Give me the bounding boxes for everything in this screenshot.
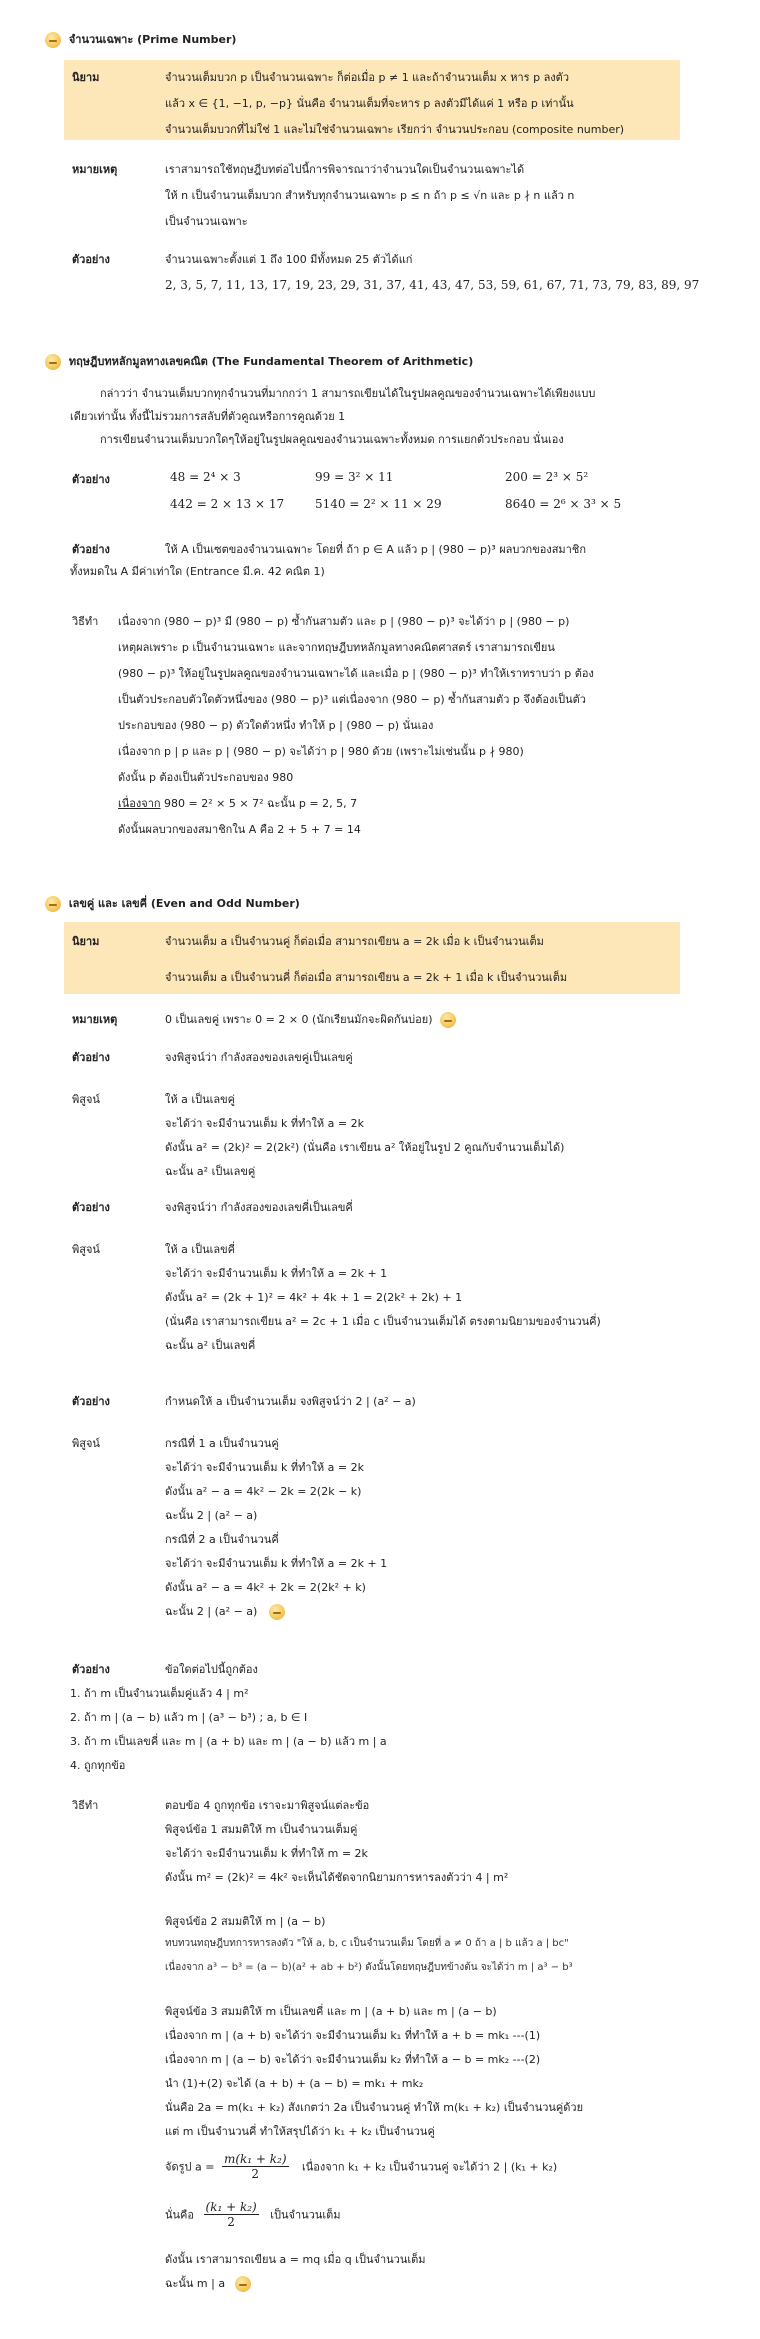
proof-line: ดังนั้น a² = (2k)² = 2(2k²) (นั่นคือ เราเขียน a² ให้อยู่ในรูป 2 คูณกับจำนวนเต็มได้) xyxy=(165,1141,565,1154)
solution-line: แต่ m เป็นจำนวนคี่ ทำให้สรุปได้ว่า k₁ + k₂ เป็นจำนวนคู่ xyxy=(165,2125,435,2138)
definition-line: จำนวนเต็มบวกที่ไม่ใช่ 1 และไม่ใช่จำนวนเฉพาะ เรียกว่า จำนวนประกอบ (composite number) xyxy=(165,123,625,136)
solution-line: เหตุผลเพราะ p เป็นจำนวนเฉพาะ และจากทฤษฎีบทหลักมูลทางคณิตศาสตร์ เราสามารถเขียน xyxy=(118,641,555,654)
solution-line: ดังนั้น เราสามารถเขียน a = mq เมื่อ q เป็นจำนวนเต็ม xyxy=(165,2253,426,2266)
proof-line: ดังนั้น a² − a = 4k² + 2k = 2(2k² + k) xyxy=(165,1581,366,1594)
smiley-emoticon-icon xyxy=(269,1604,285,1620)
solution-line: เนื่องจาก m | (a + b) จะได้ว่า จะมีจำนวนเต็ม k₁ ที่ทำให้ a + b = mk₁ ---(1) xyxy=(165,2029,541,2042)
fraction-denominator: 2 xyxy=(227,2215,235,2229)
solution-line: พิสูจน์ข้อ 1 สมมติให้ m เป็นจำนวนเต็มคู่ xyxy=(165,1823,358,1836)
fraction-numerator: (k₁ + k₂) xyxy=(205,2200,257,2214)
equation-text: เป็นจำนวนเต็ม xyxy=(270,2208,341,2222)
fraction-denominator: 2 xyxy=(251,2167,260,2181)
smiley-emoticon-icon xyxy=(45,32,61,48)
heading-text: จำนวนเฉพาะ (Prime Number) xyxy=(68,33,237,46)
solution-line: ดังนั้นผลบวกของสมาชิกใน A คือ 2 + 5 + 7 = 14 xyxy=(118,823,361,836)
smiley-emoticon-icon xyxy=(45,896,61,912)
solution-label: วิธีทำ xyxy=(72,615,99,628)
solution-line: (980 − p)³ ให้อยู่ในรูปผลคูณของจำนวนเฉพาะได้ และเมื่อ p | (980 − p)³ ทำให้เราทราบว่า p ต้อง xyxy=(118,667,594,680)
proof-label: พิสูจน์ xyxy=(72,1093,100,1106)
factorization: 442 = 2 × 13 × 17 xyxy=(170,497,285,511)
proof-label: พิสูจน์ xyxy=(72,1437,100,1450)
factorization: 200 = 2³ × 5² xyxy=(505,470,589,484)
example-label: ตัวอย่าง xyxy=(72,253,110,266)
solution-line: ทบทวนทฤษฎีบทการหารลงตัว "ให้ a, b, c เป็นจำนวนเต็ม โดยที่ a ≠ 0 ถ้า a | b แล้ว a | bc" xyxy=(165,1938,569,1949)
example-line: กำหนดให้ a เป็นจำนวนเต็ม จงพิสูจน์ว่า 2 | (a² − a) xyxy=(165,1395,416,1408)
solution-label: วิธีทำ xyxy=(72,1799,99,1812)
proof-line: ให้ a เป็นเลขคี่ xyxy=(165,1243,235,1256)
solution-line: เป็นตัวประกอบตัวใดตัวหนึ่งของ (980 − p)³ แต่เนื่องจาก (980 − p) ซ้ำกันสามตัว p จึงต้องเป็นตัว xyxy=(118,693,586,706)
solution-line xyxy=(165,2274,255,2292)
solution-line: พิสูจน์ข้อ 2 สมมติให้ m | (a − b) xyxy=(165,1915,326,1928)
proof-line: จะได้ว่า จะมีจำนวนเต็ม k ที่ทำให้ a = 2k + 1 xyxy=(165,1557,388,1570)
solution-line: พิสูจน์ข้อ 3 สมมติให้ m เป็นเลขคี่ และ m | (a + b) และ m | (a − b) xyxy=(165,2005,497,2018)
choice-item: 1. ถ้า m เป็นจำนวนเต็มคู่แล้ว 4 | m² xyxy=(70,1687,249,1700)
note-line: ให้ n เป็นจำนวนเต็มบวก สำหรับทุกจำนวนเฉพาะ p ≤ n ถ้า p ≤ √n และ p ∤ n แล้ว n xyxy=(165,189,575,202)
proof-text: ฉะนั้น 2 | (a² − a) xyxy=(165,1605,258,1618)
example-label: ตัวอย่าง xyxy=(72,1201,110,1214)
solution-line: จะได้ว่า จะมีจำนวนเต็ม k ที่ทำให้ m = 2k xyxy=(165,1847,368,1860)
example-line: ข้อใดต่อไปนี้ถูกต้อง xyxy=(165,1663,258,1676)
factorization: 99 = 3² × 11 xyxy=(315,470,394,484)
note-label: หมายเหตุ xyxy=(72,1013,118,1026)
solution-line: นำ (1)+(2) จะได้ (a + b) + (a − b) = mk₁ + mk₂ xyxy=(165,2077,424,2090)
proof-line: ฉะนั้น a² เป็นเลขคี่ xyxy=(165,1339,256,1352)
proof-label: พิสูจน์ xyxy=(72,1243,100,1256)
solution-line: เนื่องจาก a³ − b³ = (a − b)(a² + ab + b²) ดังนั้นโดยทฤษฎีบทข้างต้น จะได้ว่า m | a³ − b³ xyxy=(165,1962,573,1973)
choice-item: 4. ถูกทุกข้อ xyxy=(70,1759,126,1772)
note-line: เป็นจำนวนเฉพาะ xyxy=(165,215,248,228)
solution-line: เนื่องจาก (980 − p)³ มี (980 − p) ซ้ำกันสามตัว และ p | (980 − p)³ จะได้ว่า p | (980 − p) xyxy=(118,615,570,628)
solution-line xyxy=(165,2152,557,2181)
solution-line: นั่นคือ 2a = m(k₁ + k₂) สังเกตว่า 2a เป็นจำนวนคู่ ทำให้ m(k₁ + k₂) เป็นจำนวนคู่ด้วย xyxy=(165,2101,584,2114)
smiley-emoticon-icon xyxy=(45,354,61,370)
example-line: จงพิสูจน์ว่า กำลังสองของเลขคู่เป็นเลขคู่ xyxy=(165,1051,353,1064)
solution-line: ประกอบของ (980 − p) ตัวใดตัวหนึ่ง ทำให้ p | (980 − p) นั่นเอง xyxy=(118,719,434,732)
example-line: จงพิสูจน์ว่า กำลังสองของเลขคี่เป็นเลขคี่ xyxy=(165,1201,353,1214)
definition-line: จำนวนเต็ม a เป็นจำนวนคี่ ก็ต่อเมื่อ สามารถเขียน a = 2k + 1 เมื่อ k เป็นจำนวนเต็ม xyxy=(165,971,568,984)
equation-text: เนื่องจาก k₁ + k₂ เป็นจำนวนคู่ จะได้ว่า 2 | (k₁ + k₂) xyxy=(302,2160,558,2174)
choice-item: 3. ถ้า m เป็นเลขคี่ และ m | (a + b) และ m | (a − b) แล้ว m | a xyxy=(70,1735,387,1748)
primes-list: 2, 3, 5, 7, 11, 13, 17, 19, 23, 29, 31, 37, 41, 43, 47, 53, 59, 61, 67, 71, 73, 79, 83, 89, 97 xyxy=(165,278,700,292)
smiley-emoticon-icon xyxy=(440,1012,456,1028)
definition-line: แล้ว x ∈ {1, −1, p, −p} นั่นคือ จำนวนเต็มที่จะหาร p ลงตัวมีได้แค่ 1 หรือ p เท่านั้น xyxy=(165,97,574,110)
factorization: 5140 = 2² × 11 × 29 xyxy=(315,497,442,511)
note-line: เราสามารถใช้ทฤษฎีบทต่อไปนี้การพิจารณาว่าจำนวนใดเป็นจำนวนเฉพาะได้ xyxy=(165,163,525,176)
proof-line: ฉะนั้น a² เป็นเลขคู่ xyxy=(165,1165,256,1178)
definition-line: จำนวนเต็มบวก p เป็นจำนวนเฉพาะ ก็ต่อเมื่อ p ≠ 1 และถ้าจำนวนเต็ม x หาร p ลงตัว xyxy=(165,71,569,84)
definition-label: นิยาม xyxy=(72,71,100,84)
equation-text: จัดรูป a = xyxy=(165,2160,215,2174)
example-line: ทั้งหมดใน A มีค่าเท่าใด (Entrance มี.ค. 42 คณิต 1) xyxy=(70,565,325,578)
paragraph-line: กล่าวว่า จำนวนเต็มบวกทุกจำนวนที่มากกว่า 1 สามารถเขียนได้ในรูปผลคูณของจำนวนเฉพาะได้เพียงแบบ xyxy=(100,387,596,400)
example-label: ตัวอย่าง xyxy=(72,1051,110,1064)
solution-line: ดังนั้น p ต้องเป็นตัวประกอบของ 980 xyxy=(118,771,294,784)
example-label: ตัวอย่าง xyxy=(72,543,110,556)
note-text: 0 เป็นเลขคู่ เพราะ 0 = 2 × 0 (นักเรียนมักจะผิดกันบ่อย) xyxy=(165,1013,433,1026)
proof-line: จะได้ว่า จะมีจำนวนเต็ม k ที่ทำให้ a = 2k xyxy=(165,1461,364,1474)
conclusion-text: ฉะนั้น m | a xyxy=(165,2277,226,2290)
note-line xyxy=(165,1010,460,1028)
proof-line: ให้ a เป็นเลขคู่ xyxy=(165,1093,235,1106)
proof-line: จะได้ว่า จะมีจำนวนเต็ม k ที่ทำให้ a = 2k xyxy=(165,1117,364,1130)
proof-line: ฉะนั้น 2 | (a² − a) xyxy=(165,1509,258,1522)
solution-line: ดังนั้น m² = (2k)² = 4k² จะเห็นได้ชัดจากนิยามการหารลงตัวว่า 4 | m² xyxy=(165,1871,509,1884)
section-heading xyxy=(45,894,300,912)
note-label: หมายเหตุ xyxy=(72,163,118,176)
fraction xyxy=(222,2152,289,2181)
factorization: 48 = 2⁴ × 3 xyxy=(170,470,241,484)
heading-text: ทฤษฎีบทหลักมูลทางเลขคณิต (The Fundamental Theorem of Arithmetic) xyxy=(68,355,474,368)
example-label: ตัวอย่าง xyxy=(72,473,110,486)
solution-line: ตอบข้อ 4 ถูกทุกข้อ เราจะมาพิสูจน์แต่ละข้อ xyxy=(165,1799,370,1812)
paragraph-line: การเขียนจำนวนเต็มบวกใดๆให้อยู่ในรูปผลคูณของจำนวนเฉพาะทั้งหมด การแยกตัวประกอบ นั่นเอง xyxy=(100,433,564,446)
choice-item: 2. ถ้า m | (a − b) แล้ว m | (a³ − b³) ; a, b ∈ I xyxy=(70,1711,308,1724)
proof-line: กรณีที่ 2 a เป็นจำนวนคี่ xyxy=(165,1533,279,1546)
example-label: ตัวอย่าง xyxy=(72,1663,110,1676)
equation-text: 980 = 2² × 5 × 7² ฉะนั้น p = 2, 5, 7 xyxy=(160,797,358,810)
section-heading xyxy=(45,352,473,370)
factorization: 8640 = 2⁶ × 3³ × 5 xyxy=(505,497,622,511)
solution-line: เนื่องจาก m | (a − b) จะได้ว่า จะมีจำนวนเต็ม k₂ ที่ทำให้ a − b = mk₂ ---(2) xyxy=(165,2053,541,2066)
fraction-numerator: m(k₁ + k₂) xyxy=(223,2152,287,2166)
proof-line: ดังนั้น a² = (2k + 1)² = 4k² + 4k + 1 = 2(2k² + 2k) + 1 xyxy=(165,1291,463,1304)
smiley-emoticon-icon xyxy=(235,2276,251,2292)
example-line: จำนวนเฉพาะตั้งแต่ 1 ถึง 100 มีทั้งหมด 25 ตัวได้แก่ xyxy=(165,253,413,266)
solution-line xyxy=(165,2200,341,2229)
example-label: ตัวอย่าง xyxy=(72,1395,110,1408)
underlined-word: เนื่องจาก xyxy=(118,797,161,810)
fraction xyxy=(204,2200,259,2229)
proof-line: (นั่นคือ เราสามารถเขียน a² = 2c + 1 เมื่อ c เป็นจำนวนเต็มได้ ตรงตามนิยามของจำนวนคี่) xyxy=(165,1315,601,1328)
proof-line: จะได้ว่า จะมีจำนวนเต็ม k ที่ทำให้ a = 2k + 1 xyxy=(165,1267,388,1280)
section-heading xyxy=(45,30,236,48)
solution-line xyxy=(118,794,357,812)
proof-line: กรณีที่ 1 a เป็นจำนวนคู่ xyxy=(165,1437,279,1450)
proof-line: ดังนั้น a² − a = 4k² − 2k = 2(2k − k) xyxy=(165,1485,362,1498)
paragraph-line: เดียวเท่านั้น ทั้งนี้ไม่รวมการสลับที่ตัวคูณหรือการคูณด้วย 1 xyxy=(70,410,346,423)
heading-text: เลขคู่ และ เลขคี่ (Even and Odd Number) xyxy=(68,897,300,910)
equation-text: นั่นคือ xyxy=(165,2208,195,2222)
example-line: ให้ A เป็นเซตของจำนวนเฉพาะ โดยที่ ถ้า p ∈ A แล้ว p | (980 − p)³ ผลบวกของสมาชิก xyxy=(165,543,586,556)
proof-line xyxy=(165,1602,289,1620)
definition-label: นิยาม xyxy=(72,935,100,948)
solution-line: เนื่องจาก p | p และ p | (980 − p) จะได้ว่า p | 980 ด้วย (เพราะไม่เช่นนั้น p ∤ 980) xyxy=(118,745,524,758)
definition-line: จำนวนเต็ม a เป็นจำนวนคู่ ก็ต่อเมื่อ สามารถเขียน a = 2k เมื่อ k เป็นจำนวนเต็ม xyxy=(165,935,544,948)
